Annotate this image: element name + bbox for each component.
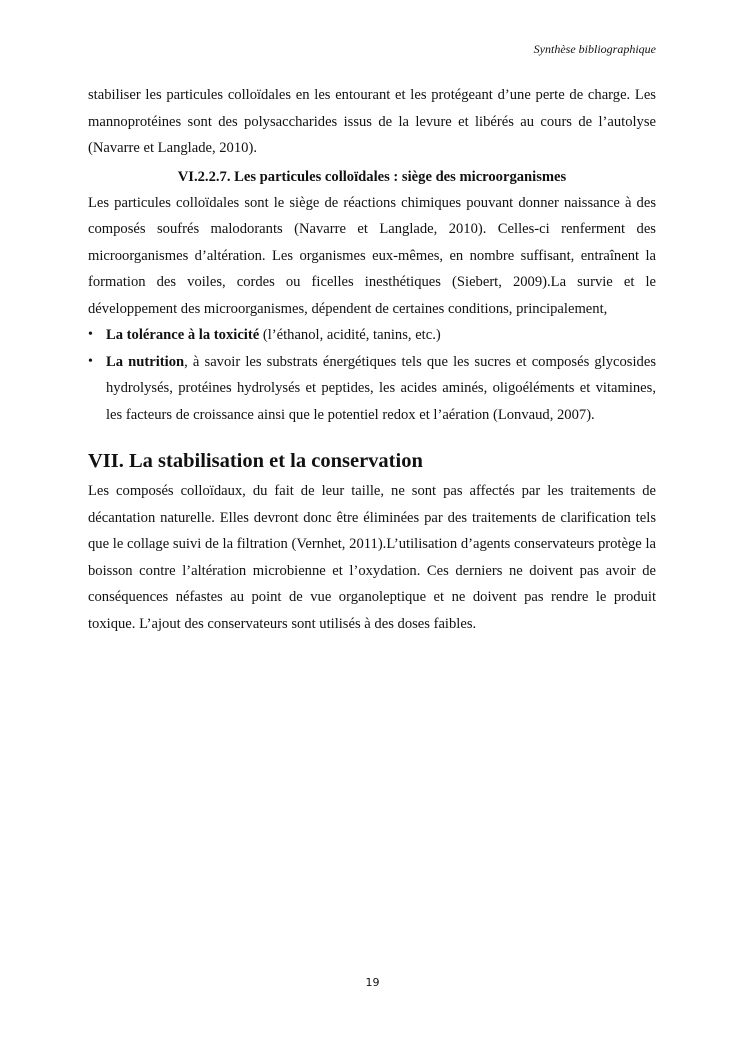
bullet-icon: •	[88, 353, 93, 369]
subsection-paragraph: Les particules colloïdales sont le siège de réactions chimiques pouvant donner naissance à des composés soufrés malodorants (Navarre et Langlade, 2010). Celles-ci renferment des microorganismes d’altération. Les organismes eux-mêmes, en nombre suffisant, entraînent la formation des voiles, cordes ou ficelles inesthétiques (Siebert, 2009).La survie et le développement des microorganismes, dépendent de certaines conditions, principalement,	[88, 194, 656, 317]
conditions-list	[88, 322, 656, 428]
section-paragraph: Les composés colloïdaux, du fait de leur taille, ne sont pas affectés par les traitements de décantation naturelle. Elles devront donc être éliminées par des traitements de clarification tels que le collage suivi de la filtration (Vernhet, 2011).L’utilisation d’agents conservateurs protège la boisson contre l’altération microbienne et l’oxydation. Ces derniers ne doivent pas avoir de conséquences néfastes au point de vue organoleptique et ne doivent pas rendre le produit toxique. L’ajout des conservateurs sont utilisés à des doses faibles.	[88, 483, 656, 632]
page-number: 19	[365, 976, 380, 989]
list-item	[88, 322, 656, 349]
running-header: Synthèse bibliographique	[533, 42, 656, 56]
list-item-term: La tolérance à la toxicité	[106, 327, 260, 343]
intro-paragraph: stabiliser les particules colloïdales en les entourant et les protégeant d’une perte de charge. Les mannoprotéines sont des polysaccharides issus de la levure et libérés au cours de l’autolyse (Navarre et Langlade, 2010).	[88, 87, 656, 156]
bullet-icon: •	[88, 327, 93, 342]
list-item-text: (l’éthanol, acidité, tanins, etc.)	[259, 327, 441, 343]
list-item-text: , à savoir les substrats énergétiques tels que les sucres et composés glycosides hydrolysés, protéines hydrolysés et peptides, les acides aminés, oligoéléments et vitamines, les facteurs de croissance ainsi que le potentiel redox et l’aération (Lonvaud, 2007).	[106, 353, 656, 423]
page-body	[88, 82, 656, 637]
list-item-term: La nutrition	[106, 353, 185, 370]
section-heading: VII. La stabilisation et la conservation	[88, 450, 423, 472]
list-item	[88, 349, 656, 429]
subsection-heading: VI.2.2.7. Les particules colloïdales : siège des microorganismes	[177, 168, 567, 185]
